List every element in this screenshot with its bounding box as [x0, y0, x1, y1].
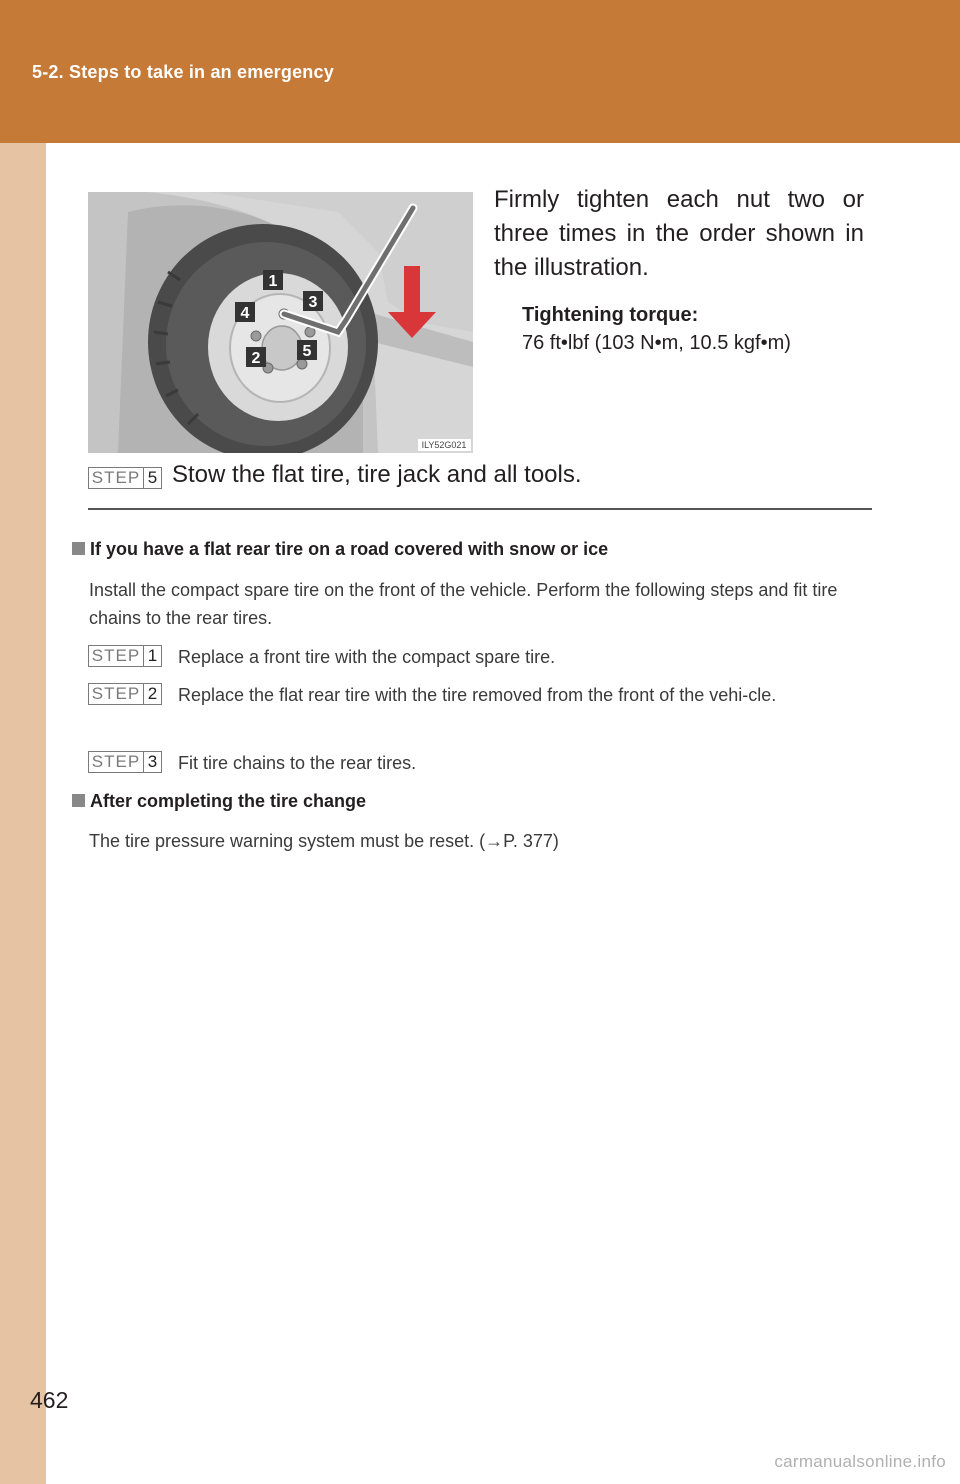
- lug-nut: [251, 331, 261, 341]
- page-number: 462: [30, 1387, 69, 1413]
- step-number: 1: [143, 646, 161, 666]
- lug-nut: [297, 359, 307, 369]
- step-4-instruction: Firmly tighten each nut two or three times in the order shown in the illustration.: [494, 186, 864, 281]
- torque-value: 76 ft•lbf (103 N•m, 10.5 kgf•m): [522, 332, 791, 354]
- step-number: 5: [143, 468, 161, 488]
- snow-step-2-text: Replace the flat rear tire with the tire removed from the front of the vehi-cle.: [178, 685, 777, 705]
- step-label: STEP: [91, 752, 141, 771]
- snow-step-1-text: Replace a front tire with the compact spare tire.: [178, 647, 556, 667]
- step-5-instruction: Stow the flat tire, tire jack and all tools.: [172, 461, 582, 488]
- after-section-text: The tire pressure warning system must be reset. (→P. 377): [89, 831, 559, 851]
- section-divider: [88, 508, 872, 510]
- step-label: STEP: [91, 646, 141, 665]
- snow-section-intro: Install the compact spare tire on the front of the vehicle. Perform the following steps and fit tire chains to the rear tires.: [89, 580, 838, 628]
- watermark: carmanualsonline.info: [774, 1452, 946, 1471]
- step-number: 2: [143, 684, 161, 704]
- page-header: [0, 0, 960, 143]
- square-bullet-icon: [72, 542, 85, 555]
- illustration-code: ILY52G021: [421, 440, 467, 450]
- nut-label-2: 2: [251, 350, 261, 367]
- section-title: 5-2. Steps to take in an emergency: [32, 62, 334, 82]
- tire-illustration: [88, 192, 473, 453]
- snow-section-heading: If you have a flat rear tire on a road covered with snow or ice: [72, 539, 608, 560]
- step-label: STEP: [91, 468, 141, 487]
- snow-step-1-badge: [88, 645, 162, 667]
- nut-label-1: 1: [268, 273, 278, 290]
- nut-label-4: 4: [240, 305, 250, 322]
- snow-step-3-badge: [88, 751, 162, 773]
- torque-label: Tightening torque:: [522, 304, 699, 326]
- snow-step-2-badge: [88, 683, 162, 705]
- after-section-heading: After completing the tire change: [72, 791, 366, 812]
- step-number: 3: [143, 752, 161, 772]
- nut-label-3: 3: [308, 294, 318, 311]
- step-5-badge: [88, 467, 162, 489]
- step-label: STEP: [91, 684, 141, 703]
- snow-step-3-text: Fit tire chains to the rear tires.: [178, 753, 417, 773]
- nut-label-5: 5: [302, 343, 312, 360]
- square-bullet-icon: [72, 794, 85, 807]
- side-margin-band: [0, 143, 46, 1484]
